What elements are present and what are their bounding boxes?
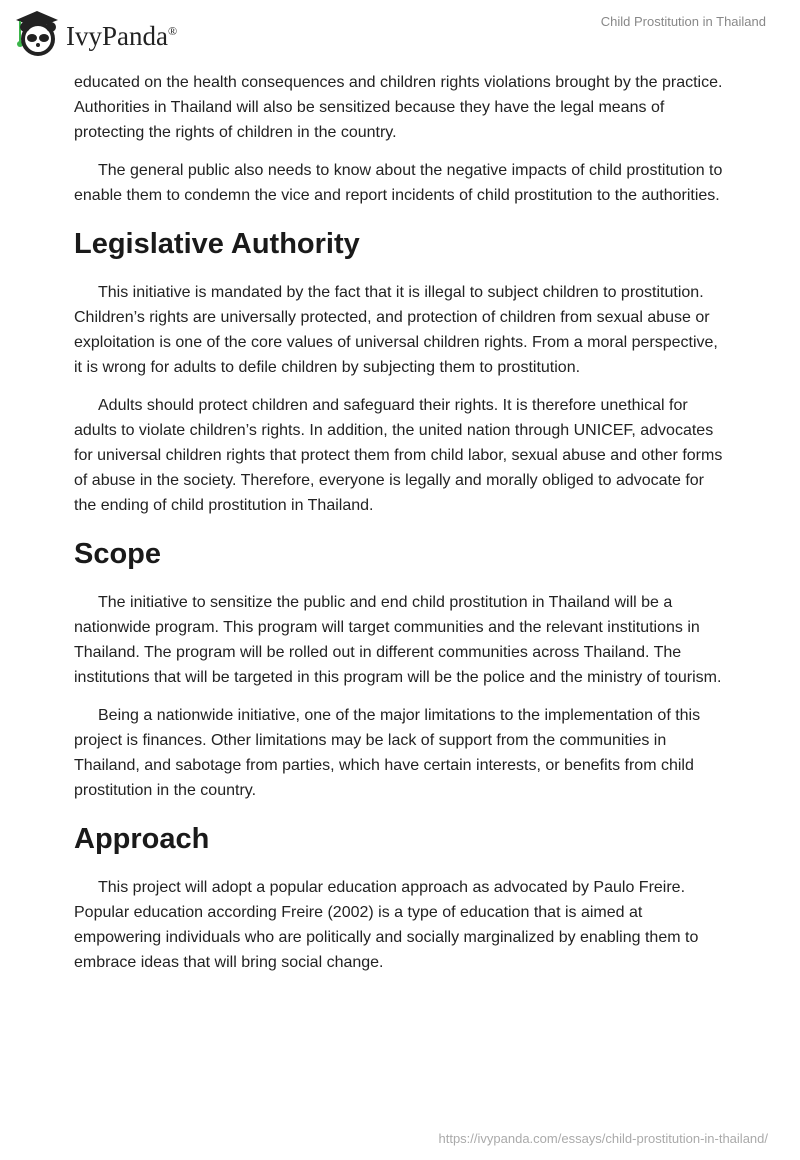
- paragraph: Adults should protect children and safeguard their rights. It is therefore unethical for adults to violate children’s rights. In addition, the united nation through UNICEF, advocates for universal children rights that protect them from child labor, sexual abuse and other forms of abuse in the society. Therefore, everyone is legally and morally obliged to advocate for the ending of child prostitution in Thailand.: [74, 397, 723, 514]
- section-heading-legislative-authority: Legislative Authority: [74, 228, 360, 260]
- section-heading-scope: Scope: [74, 538, 162, 570]
- paragraph: educated on the health consequences and children rights violations brought by the practice. Authorities in Thailand will also be sensitized because they have the legal means of protecting the rights of children in the country.: [74, 74, 723, 141]
- brand-text: IvyPanda: [66, 20, 168, 51]
- paragraph: The initiative to sensitize the public and end child prostitution in Thailand will be a nationwide program. This program will target communities and the relevant institutions in Thailand. The program will be rolled out in different communities across Thailand. The institutions that will be targeted in this program will be the police and the ministry of tourism.: [74, 594, 722, 686]
- paragraph: This project will adopt a popular education approach as advocated by Paulo Freire. Popular education according Freire (2002) is a type of education that is aimed at empowering individuals who are politically and socially marginalized by enabling them to embrace ideas that will bring social change.: [74, 879, 699, 971]
- ivypanda-logo[interactable]: [12, 8, 177, 58]
- paragraph: This initiative is mandated by the fact that it is illegal to subject children to prostitution. Children’s rights are universally protected, and protection of children from sexual abuse or exploitation is one of the core values of universal children rights. From a moral perspective, it is wrong for adults to defile children by subjecting them to prostitution.: [74, 284, 718, 376]
- section-heading-approach: Approach: [74, 823, 210, 855]
- document-title: Child Prostitution in Thailand: [600, 14, 766, 29]
- brand-name: [66, 21, 177, 52]
- page-header: [0, 0, 800, 60]
- essay-content: [74, 70, 728, 988]
- registered-mark: ®: [167, 23, 178, 38]
- paragraph: The general public also needs to know about the negative impacts of child prostitution to enable them to condemn the vice and report incidents of child prostitution to the authorities.: [74, 162, 723, 204]
- panda-graduate-icon: [12, 8, 62, 58]
- paragraph: Being a nationwide initiative, one of the major limitations to the implementation of this project is finances. Other limitations may be lack of support from the communities in Thailand, and sabotage from parties, which have certain interests, or benefits from child prostitution in the country.: [74, 707, 701, 799]
- source-url[interactable]: https://ivypanda.com/essays/child-prostitution-in-thailand/: [438, 1131, 768, 1146]
